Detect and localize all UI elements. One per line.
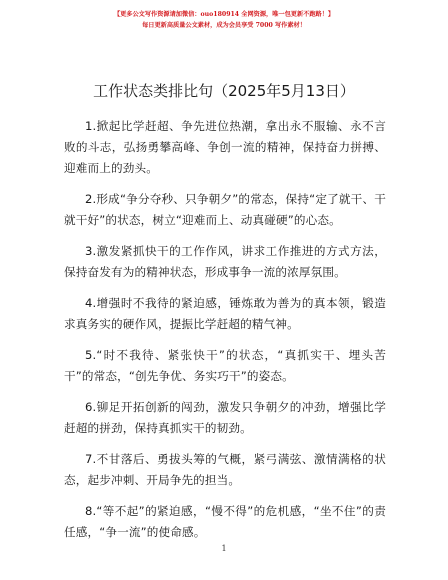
paragraph-4: 4.增强时不我待的紧迫感，锤炼敢为善为的真本领，锻造求真务实的硬作风，提振比学赶超的精气神。 bbox=[64, 296, 386, 331]
paragraph-7: 7.不甘落后、勇拔头筹的气概，紧弓满弦、激情满格的状态，起步冲刺、开局争先的担当。 bbox=[64, 452, 386, 487]
paragraph-1: 1.掀起比学赶超、争先进位热潮，拿出永不服输、永不言败的斗志，弘扬勇攀高峰、争创一流的精神，保持奋力拼搏、迎难而上的劲头。 bbox=[64, 119, 386, 175]
paragraph-6: 6.铆足开拓创新的闯劲，激发只争朝夕的冲劲，增强比学赶超的拼劲，保持真抓实干的韧劲。 bbox=[64, 400, 386, 435]
document-body bbox=[64, 116, 386, 553]
paragraph-2: 2.形成“争分夺秒、只争朝夕”的常态，保持“定了就干、干就干好”的状态，树立“迎难而上、动真碰硬”的心态。 bbox=[64, 192, 386, 227]
document-title: 工作状态类排比句（2025年5月13日） bbox=[93, 82, 355, 100]
promo-banner bbox=[0, 9, 448, 31]
page-number: 1 bbox=[221, 544, 227, 553]
paragraph-3: 3.激发紧抓快干的工作作风，讲求工作推进的方式方法，保持奋发有为的精神状态，形成事争一流的浓厚氛围。 bbox=[64, 244, 386, 279]
paragraph-8: 8.“等不起”的紧迫感，“慢不得”的危机感，“坐不住”的责任感，“争一流”的使命感。 bbox=[64, 504, 386, 539]
promo-banner-line-2: 每日更新高质量公文素材，成为会员享受 7000 写作素材！ bbox=[142, 22, 306, 29]
promo-banner-line-1: 【更多公文写作资源请加微信：ouo180914 全网资源，唯一包更新不跑路！】 bbox=[113, 11, 335, 18]
paragraph-5: 5.“时不我待、紧张快干”的状态，“真抓实干、埋头苦干”的常态，“创先争优、务实巧干”的姿态。 bbox=[64, 348, 386, 383]
